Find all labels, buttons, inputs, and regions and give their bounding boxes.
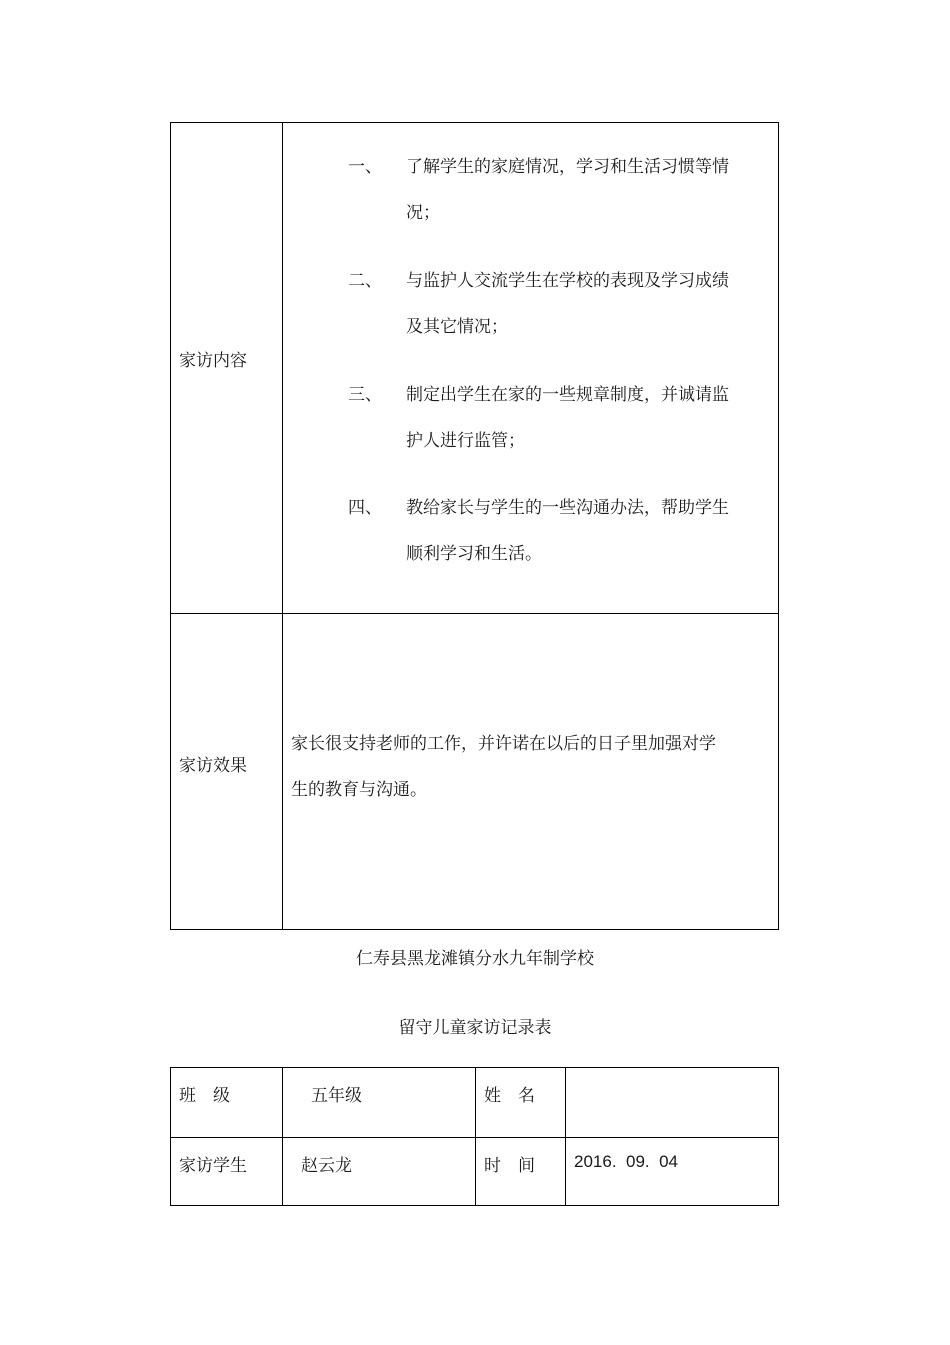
time-value: 2016. 09. 04 [574,1152,678,1171]
class-value: 五年级 [311,1086,362,1106]
item-number: 一、 [348,157,382,177]
item-text-line: 制定出学生在家的一些规章制度，并诚请监 [406,385,729,405]
name-label: 姓 名 [484,1086,535,1106]
form-title: 留守儿童家访记录表 [398,1018,552,1038]
item-number: 三、 [348,385,382,405]
student-label: 家访学生 [179,1156,247,1176]
visit-content-label: 家访内容 [179,351,247,371]
item-text-line: 了解学生的家庭情况，学习和生活习惯等情 [406,157,729,177]
item-text-line: 护人进行监管； [406,431,525,451]
row-divider [171,1137,778,1138]
item-text-line: 与监护人交流学生在学校的表现及学习成绩 [406,271,729,291]
time-label: 时 间 [484,1156,535,1176]
visit-effect-label: 家访效果 [179,756,247,776]
student-value: 赵云龙 [301,1156,352,1176]
class-label: 班 级 [179,1086,230,1106]
item-text-line: 教给家长与学生的一些沟通办法，帮助学生 [406,498,729,518]
column-divider [282,123,283,929]
row-divider [171,613,778,614]
student-info-table [170,1067,779,1206]
item-text-line: 及其它情况； [406,317,508,337]
item-text-line: 顺利学习和生活。 [406,544,542,564]
visit-effect-text-line: 生的教育与沟通。 [291,780,427,800]
school-name: 仁寿县黑龙滩镇分水九年制学校 [356,949,594,969]
item-number: 二、 [348,271,382,291]
item-text-line: 况； [406,203,440,223]
item-number: 四、 [348,498,382,518]
visit-content-table [170,122,779,930]
visit-effect-text-line: 家长很支持老师的工作，并许诺在以后的日子里加强对学 [291,734,716,754]
